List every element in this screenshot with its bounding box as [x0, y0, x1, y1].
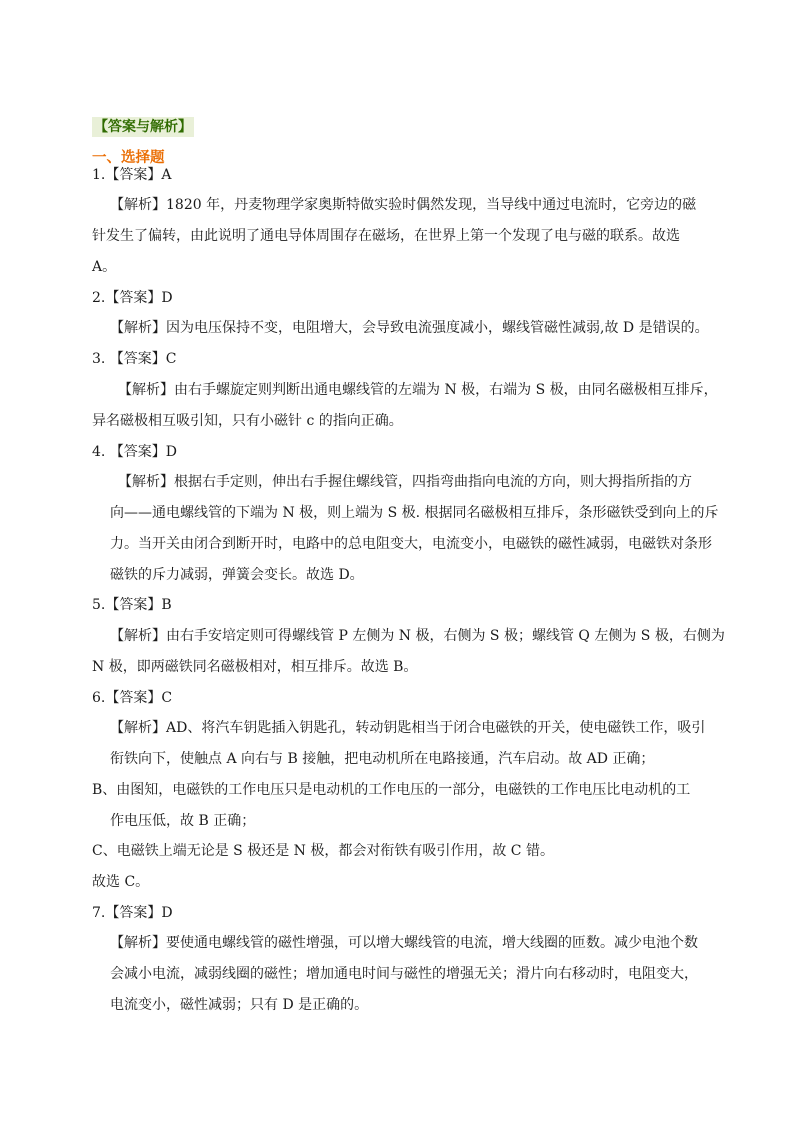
text-line: 衔铁向下，使触点 A 向右与 B 接触，把电动机所在电路接通，汽车启动。故 AD 正确；	[110, 751, 655, 767]
text-line: 6.【答案】C	[92, 690, 173, 706]
text-line: 【解析】1820 年，丹麦物理学家奥斯特做实验时偶然发现，当导线中通过电流时，它旁边的磁	[110, 197, 697, 213]
text-line: 故选 C。	[92, 874, 150, 890]
text-line: 力。当开关由闭合到断开时，电路中的总电阻变大，电流变小，电磁铁的磁性减弱，电磁铁对条形	[110, 536, 712, 552]
text-line: 电流变小，磁性减弱；只有 D 是正确的。	[110, 997, 369, 1013]
text-line: B、由图知，电磁铁的工作电压只是电动机的工作电压的一部分，电磁铁的工作电压比电动机的工	[92, 782, 691, 798]
text-line: C、电磁铁上端无论是 S 极还是 N 极，都会对衔铁有吸引作用，故 C 错。	[92, 843, 554, 859]
text-line: 1.【答案】A	[92, 167, 172, 183]
text-line: 【解析】由右手螺旋定则判断出通电螺线管的左端为 N 极，右端为 S 极，由同名磁极相互排斥，	[118, 382, 718, 398]
text-line: 5.【答案】B	[92, 597, 172, 613]
answer-analysis-heading: 【答案与解析】	[94, 119, 192, 135]
text-line: 磁铁的斥力减弱，弹簧会变长。故选 D。	[110, 567, 364, 583]
multiple-choice-heading: 一、选择题	[92, 149, 165, 166]
text-line: 异名磁极相互吸引知，只有小磁针 c 的指向正确。	[92, 413, 403, 429]
text-line: 4. 【答案】D	[92, 444, 178, 460]
text-line: 【解析】根据右手定则，伸出右手握住螺线管，四指弯曲指向电流的方向，则大拇指所指的方	[118, 474, 692, 490]
text-line: 会减小电流，减弱线圈的磁性；增加通电时间与磁性的增强无关；滑片向右移动时，电阻变大，	[110, 966, 698, 982]
text-line: A。	[92, 259, 117, 275]
text-line: N 极，即两磁铁同名磁极相对，相互排斥。故选 B。	[92, 659, 418, 675]
text-line: 针发生了偏转，由此说明了通电导体周围存在磁场，在世界上第一个发现了电与磁的联系。故选	[92, 228, 680, 244]
text-line: 【解析】AD、将汽车钥匙插入钥匙孔，转动钥匙相当于闭合电磁铁的开关，使电磁铁工作，吸引	[110, 720, 706, 736]
text-line: 作电压低，故 B 正确；	[110, 813, 256, 829]
text-line: 【解析】要使通电螺线管的磁性增强，可以增大螺线管的电流，增大线圈的匝数。减少电池个数	[110, 935, 698, 951]
text-line: 【解析】因为电压保持不变，电阻增大，会导致电流强度减小，螺线管磁性减弱,故 D 是错误的。	[110, 320, 709, 336]
text-line: 向——通电螺线管的下端为 N 极，则上端为 S 极. 根据同名磁极相互排斥，条形磁铁受到向上的斥	[110, 505, 719, 521]
text-line: 7.【答案】D	[92, 905, 173, 921]
text-line: 2.【答案】D	[92, 290, 173, 306]
text-line: 【解析】由右手安培定则可得螺线管 P 左侧为 N 极，右侧为 S 极；螺线管 Q 左侧为 S 极，右侧为	[110, 628, 725, 644]
text-line: 3. 【答案】C	[92, 351, 177, 367]
